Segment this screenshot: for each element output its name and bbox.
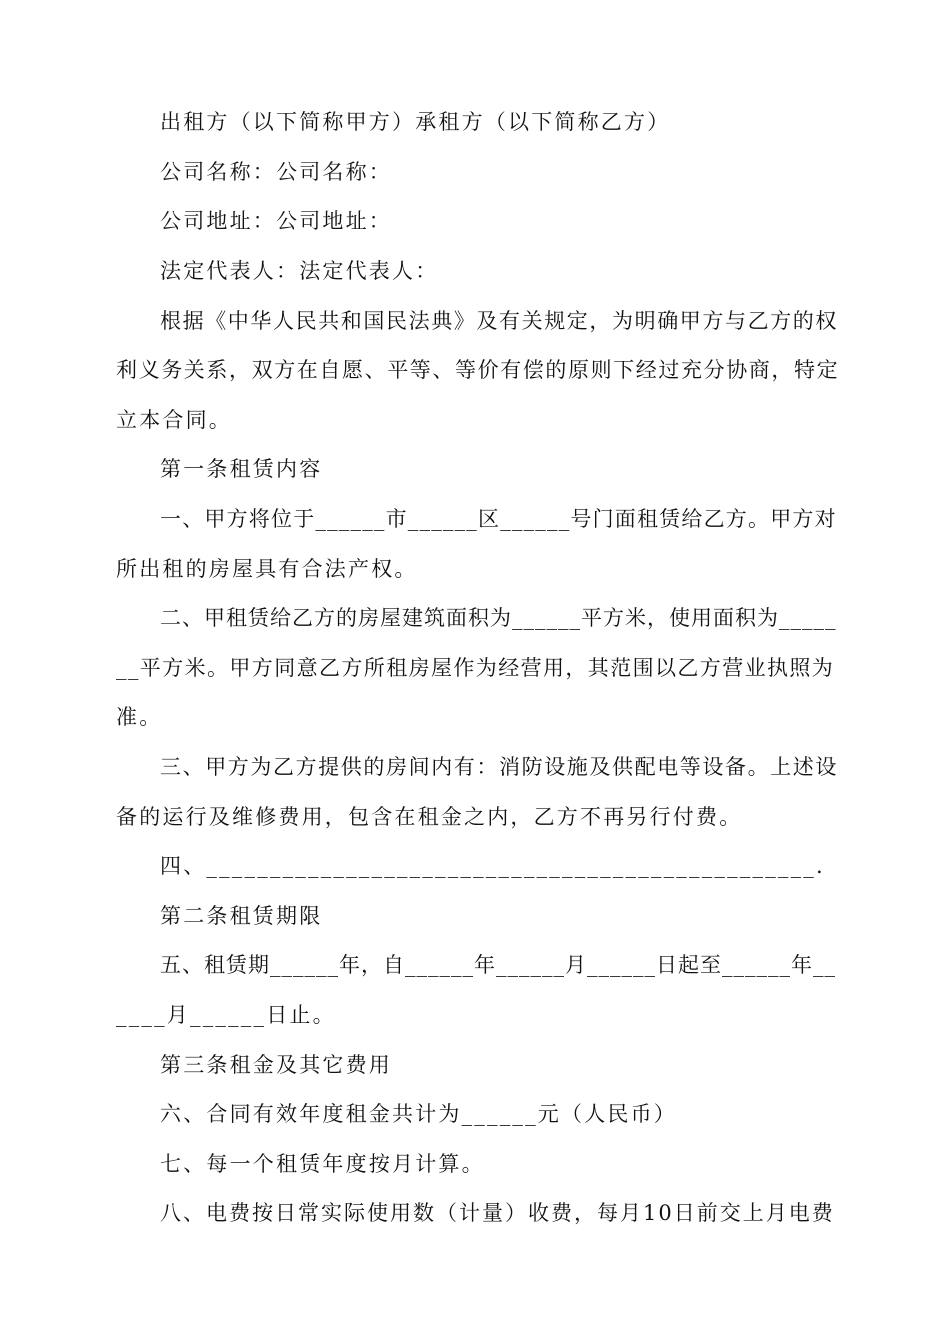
clause-5-line-2: ____月______日止。 [116,1003,336,1027]
clause-2-line-3: 准。 [116,705,163,729]
clause-1-line-1: 一、甲方将位于______市______区______号门面租赁给乙方。甲方对 [160,507,837,531]
clause-8-line: 八、电费按日常实际使用数（计量）收费，每月10日前交上月电费 [160,1201,835,1225]
clause-3-line-2: 备的运行及维修费用，包含在租金之内，乙方不再另行付费。 [116,805,743,829]
company-name-line: 公司名称：公司名称： [160,160,392,184]
preamble-line-2: 利义务关系，双方在自愿、平等、等价有偿的原则下经过充分协商，特定 [116,358,840,382]
preamble-line-3: 立本合同。 [116,408,232,432]
clause-4-line: 四、________________________________________________. [160,854,825,878]
clause-2-line-2: __平方米。甲方同意乙方所租房屋作为经营用，其范围以乙方营业执照为 [116,656,835,680]
clause-1-line-2: 所出租的房屋具有合法产权。 [116,557,418,581]
article-1-heading: 第一条租赁内容 [160,457,323,481]
clause-2-line-1: 二、甲租赁给乙方的房屋建筑面积为______平方米，使用面积为_____ [160,606,837,630]
company-address-line: 公司地址：公司地址： [160,209,392,233]
article-2-heading: 第二条租赁期限 [160,904,323,928]
parties-line: 出租方（以下简称甲方）承租方（以下简称乙方） [160,110,671,134]
clause-5-line-1: 五、租赁期______年，自______年______月______日起至______年__ [160,953,836,977]
preamble-line-1: 根据《中华人民共和国民法典》及有关规定，为明确甲方与乙方的权 [160,309,838,333]
clause-7-line: 七、每一个租赁年度按月计算。 [160,1152,485,1176]
legal-representative-line: 法定代表人：法定代表人： [160,259,439,283]
article-3-heading: 第三条租金及其它费用 [160,1053,392,1077]
clause-6-line: 六、合同有效年度租金共计为______元（人民币） [160,1102,677,1126]
clause-3-line-1: 三、甲方为乙方提供的房间内有：消防设施及供配电等设备。上述设 [160,755,838,779]
